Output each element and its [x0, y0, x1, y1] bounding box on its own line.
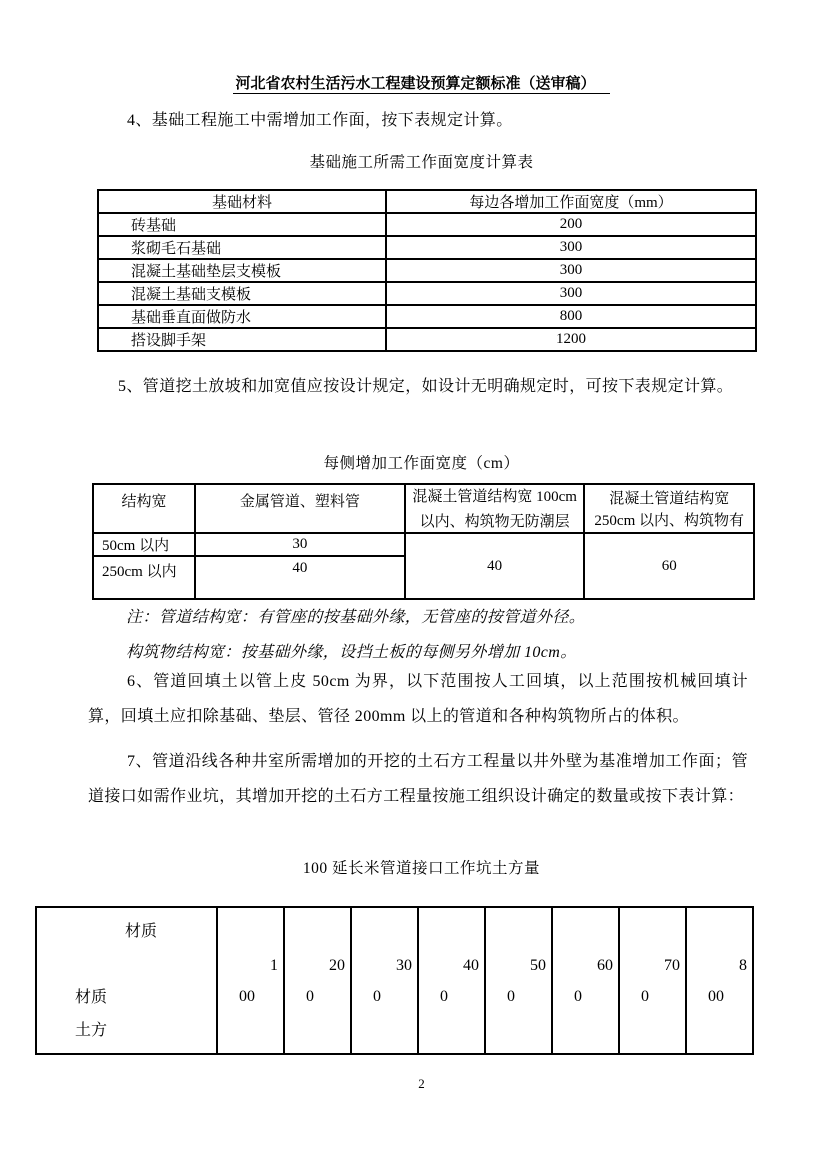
cell-diameter-200 [284, 907, 351, 1054]
pipe-joint-pit-table [35, 906, 754, 1055]
table-row [98, 259, 756, 282]
cell-concrete-100-value: 40 [405, 533, 585, 599]
table-row [98, 213, 756, 236]
cell-material: 搭设脚手架 [98, 328, 386, 351]
col-header-width: 每边各增加工作面宽度（mm） [386, 190, 756, 213]
cell-material: 混凝土基础垫层支模板 [98, 259, 386, 282]
cell-material: 基础垂直面做防水 [98, 305, 386, 328]
paragraph-item-6: 6、管道回填土以管上皮 50cm 为界，以下范围按人工回填，以上范围按机械回填计算，回填土应扣除基础、垫层、管径 200mm 以上的管道和各种构筑物所占的体积。 [88, 673, 748, 725]
table-header-row [93, 484, 754, 533]
number-part: 50 [530, 956, 546, 974]
cell-concrete-250-value: 60 [584, 533, 754, 599]
cell-diameter-500 [485, 907, 552, 1054]
cell-width: 300 [386, 236, 756, 259]
cell-diameter-600 [552, 907, 619, 1054]
table-row [36, 907, 753, 1054]
number-part: 1 [270, 956, 278, 974]
table-row [93, 533, 754, 556]
number-part: 0 [574, 987, 582, 1005]
number-part: 0 [373, 987, 381, 1005]
document-title [88, 72, 755, 96]
table-row [98, 282, 756, 305]
cell-material: 砖基础 [98, 213, 386, 236]
corner-header-cell [36, 907, 217, 1054]
col-header-structure-width [93, 484, 195, 533]
foundation-workface-table [97, 189, 757, 352]
header-text-clipped: 以内、构筑物无防潮层 [419, 514, 570, 530]
cell-width: 300 [386, 259, 756, 282]
document-title-text: 河北省农村生活污水工程建设预算定额标准（送审稿） [233, 76, 609, 94]
paragraph-item-7: 7、管道沿线各种井室所需增加的开挖的土石方工程量以井外壁为基准增加工作面；管道接口如需作业坑，其增加开挖的土石方工程量按施工组织设计确定的数量或按下表计算： [88, 753, 748, 805]
side-workface-table [92, 483, 755, 600]
cell-metal-value: 30 [195, 533, 405, 556]
number-part: 00 [239, 987, 255, 1005]
table-row [98, 236, 756, 259]
number-part: 00 [708, 987, 724, 1005]
number-part: 8 [739, 956, 747, 974]
cell-material: 浆砌毛石基础 [98, 236, 386, 259]
number-part: 70 [664, 956, 680, 974]
number-part: 30 [396, 956, 412, 974]
corner-label-material: 材质 [75, 988, 108, 1006]
cell-diameter-800 [686, 907, 753, 1054]
cell-diameter-400 [418, 907, 485, 1054]
number-part: 40 [463, 956, 479, 974]
cell-width: 800 [386, 305, 756, 328]
cell-metal-value: 40 [195, 556, 405, 599]
header-text: 金属管道、塑料管 [239, 494, 360, 510]
header-text: 混凝土管道结构宽 100cm [412, 489, 577, 505]
table2-notes [88, 600, 748, 670]
table-row [98, 305, 756, 328]
col-header-metal-plastic [195, 484, 405, 533]
header-text: 250cm 以内、构筑物有 [594, 513, 744, 529]
table3-caption: 100 延长米管道接口工作坑土方量 [302, 860, 541, 877]
note-line: 注：管道结构宽：有管座的按基础外缘，无管座的按管道外径。 [126, 609, 586, 626]
cell-diameter-700 [619, 907, 686, 1054]
number-part: 0 [440, 987, 448, 1005]
table-header-row [98, 190, 756, 213]
cell-structure-width: 50cm 以内 [93, 533, 195, 556]
note-line: 构筑物结构宽：按基础外缘，设挡土板的每侧另外增加 10cm。 [126, 644, 577, 661]
paragraph-item-5: 5、管道挖土放坡和加宽值应按设计规定，如设计无明确规定时，可按下表规定计算。 [118, 378, 734, 395]
cell-width: 300 [386, 282, 756, 305]
col-header-material: 基础材料 [98, 190, 386, 213]
cell-diameter-300 [351, 907, 418, 1054]
col-header-concrete-250cm [584, 484, 754, 533]
number-part: 60 [597, 956, 613, 974]
corner-blank-line [37, 948, 216, 981]
header-text: 混凝土管道结构宽 [609, 491, 730, 507]
cell-diameter-100 [217, 907, 284, 1054]
table2-caption: 每侧增加工作面宽度（cm） [323, 455, 520, 472]
number-part: 0 [507, 987, 515, 1005]
cell-structure-width: 250cm 以内 [93, 556, 195, 599]
cell-width: 200 [386, 213, 756, 236]
corner-label-material: 材质 [125, 922, 158, 940]
cell-material: 混凝土基础支模板 [98, 282, 386, 305]
col-header-concrete-100cm [405, 484, 585, 533]
cell-width: 1200 [386, 328, 756, 351]
corner-label-earthwork: 土方 [75, 1021, 108, 1039]
number-part: 0 [641, 987, 649, 1005]
header-text: 结构宽 [121, 494, 167, 510]
number-part: 0 [306, 987, 314, 1005]
table1-caption: 基础施工所需工作面宽度计算表 [309, 154, 534, 171]
page-number: 2 [418, 1076, 425, 1091]
table-row [98, 328, 756, 351]
number-part: 20 [329, 956, 345, 974]
paragraph-item-4: 4、基础工程施工中需增加工作面，按下表规定计算。 [127, 112, 513, 129]
